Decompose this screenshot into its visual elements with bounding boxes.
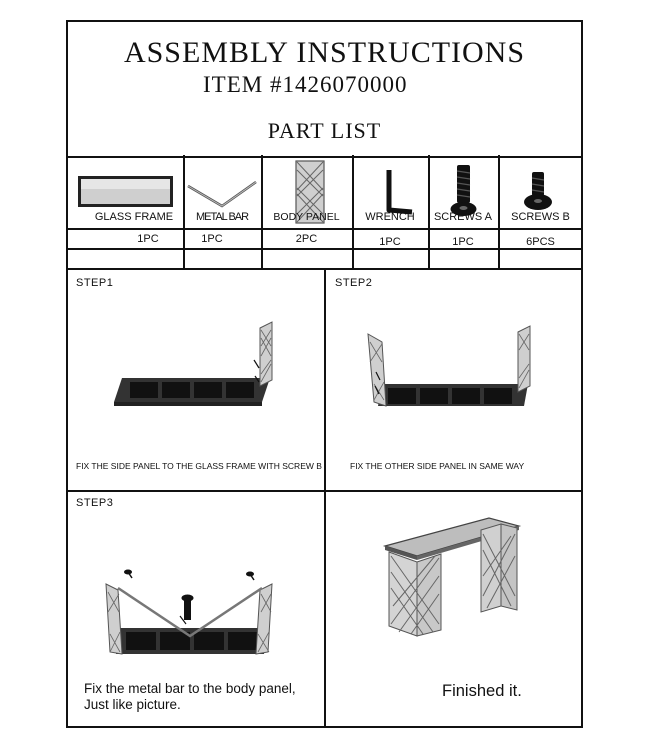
finished-table-illustration [383, 516, 523, 640]
part-qty-body-panel: 2PC [295, 233, 318, 245]
step1-caption: FIX THE SIDE PANEL TO THE GLASS FRAME WITH SCREW B [76, 461, 322, 471]
part-qty-screws-b: 6PCS [526, 236, 555, 248]
finished-caption: Finished it. [442, 682, 522, 700]
screw-b-icon [522, 170, 556, 214]
part-name-wrench: WRENCH [365, 211, 415, 223]
step3-caption-line2: Just like picture. [84, 697, 181, 712]
metal-bar-icon [186, 180, 258, 210]
step3-caption-line1: Fix the metal bar to the body panel, [84, 681, 296, 696]
part-name-glass-frame: GLASS FRAME [94, 211, 174, 223]
step1-label: STEP1 [76, 277, 114, 289]
part-list-title: PART LIST [267, 118, 382, 143]
divider [66, 490, 583, 492]
part-qty-glass-frame: 1PC [137, 233, 159, 245]
divider [66, 248, 583, 250]
step2-caption: FIX THE OTHER SIDE PANEL IN SAME WAY [350, 461, 525, 471]
part-name-body-panel: BODY PANEL [273, 211, 340, 223]
divider [66, 228, 583, 230]
step2-illustration [366, 322, 538, 412]
step3-illustration [104, 568, 276, 660]
step3-label: STEP3 [76, 497, 114, 509]
item-number: ITEM #1426070000 [203, 72, 408, 97]
part-qty-screws-a: 1PC [452, 236, 474, 248]
wrench-icon [386, 168, 416, 216]
part-name-screws-a: SCREWS A [433, 211, 493, 223]
step1-illustration [112, 320, 277, 408]
step2-label: STEP2 [335, 277, 373, 289]
part-qty-metal-bar: 1PC [201, 233, 223, 245]
part-name-metal-bar: METAL BAR [195, 211, 249, 223]
header [68, 22, 581, 158]
divider [324, 269, 326, 728]
page-title: ASSEMBLY INSTRUCTIONS [123, 36, 526, 69]
part-qty-wrench: 1PC [379, 236, 401, 248]
glass-frame-icon [78, 176, 174, 208]
part-name-screws-b: SCREWS B [511, 211, 570, 223]
